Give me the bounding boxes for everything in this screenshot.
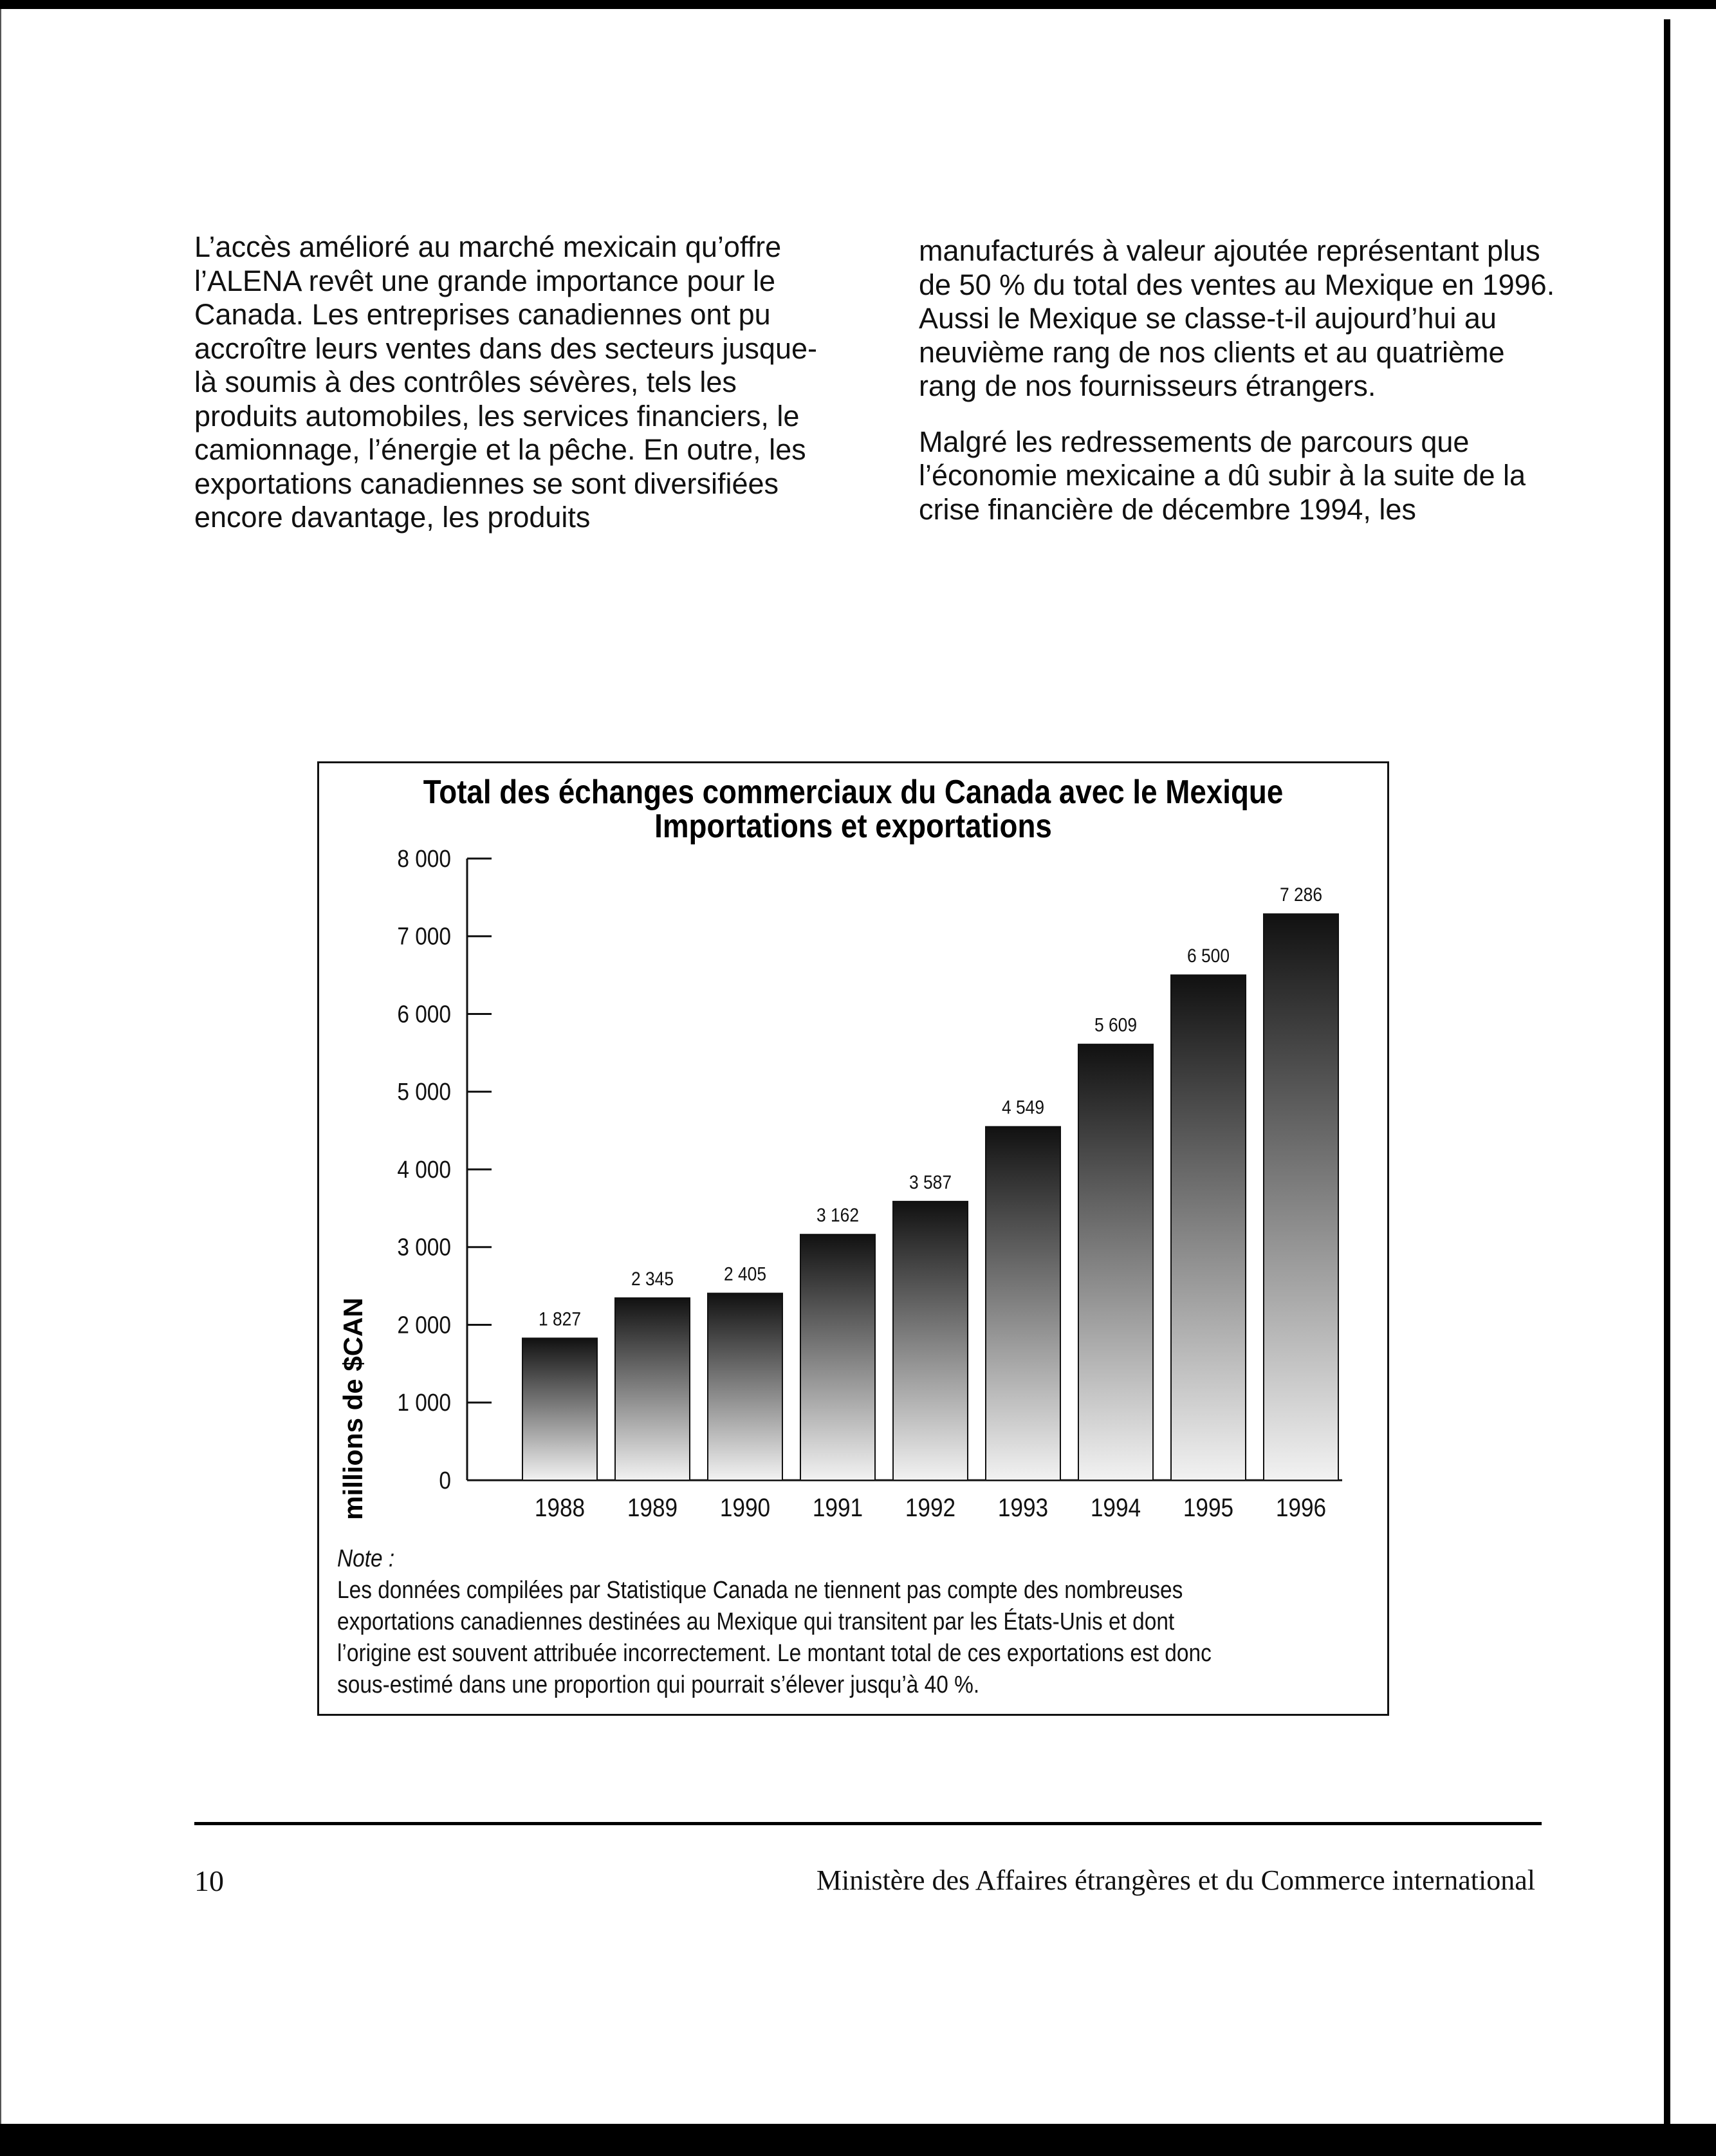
bar-value-label: 2 405 [723, 1262, 767, 1285]
scan-border-left [0, 9, 1, 2124]
bar-1989 [615, 1298, 690, 1480]
x-tick-label: 1988 [534, 1492, 586, 1522]
x-tick-label: 1995 [1183, 1492, 1234, 1522]
y-tick-label: 0 [439, 1467, 451, 1494]
y-tick-label: 4 000 [397, 1156, 451, 1184]
x-tick-label: 1993 [997, 1492, 1049, 1522]
scan-border-bottom [0, 2124, 1716, 2156]
y-tick-label: 8 000 [397, 845, 451, 873]
y-tick-label: 3 000 [397, 1233, 451, 1261]
note-line: sous-estimé dans une proportion qui pourrait s’élever jusqu’à 40 %. [337, 1671, 980, 1698]
y-tick-label: 2 000 [397, 1311, 451, 1339]
bar-value-label: 3 162 [816, 1203, 860, 1226]
bar-1996 [1264, 914, 1338, 1480]
chart-subtitle: Importations et exportations [654, 808, 1052, 845]
bar-1994 [1078, 1045, 1153, 1480]
article-right-column [919, 234, 1562, 526]
bar-1990 [708, 1294, 782, 1480]
x-tick-label: 1994 [1090, 1492, 1141, 1522]
bar-value-label: 4 549 [1001, 1096, 1045, 1119]
note-line: exportations canadiennes destinées au Mexique qui transitent par les États-Unis et dont [337, 1608, 1175, 1635]
y-tick-label: 7 000 [397, 922, 451, 951]
article-paragraph: manufacturés à valeur ajoutée représentant plus de 50 % du total des ventes au Mexique en 1996. Aussi le Mexique se classe-t-il aujourd’hui au neuvième rang de nos clients et au quatrième rang de nos fournisseurs étrangers. [919, 234, 1555, 402]
footer-rule [194, 1822, 1542, 1825]
bar-1993 [986, 1127, 1060, 1480]
bar-value-label: 3 587 [909, 1171, 952, 1193]
note-title: Note : [337, 1545, 395, 1572]
bar-value-label: 1 827 [538, 1307, 582, 1330]
publisher-name: Ministère des Affaires étrangères et du Commerce international [816, 1864, 1535, 1896]
bar-1995 [1171, 975, 1246, 1480]
x-tick-label: 1992 [905, 1492, 956, 1522]
note-line: Les données compilées par Statistique Canada ne tiennent pas compte des nombreuses [337, 1577, 1183, 1604]
x-tick-label: 1990 [719, 1492, 771, 1522]
chart-title: Total des échanges commerciaux du Canada avec le Mexique [423, 774, 1284, 811]
chart-plot-area [397, 845, 1342, 1521]
y-axis-label: millions de $CAN [338, 1297, 368, 1520]
y-tick-label: 1 000 [397, 1389, 451, 1417]
x-tick-label: 1991 [812, 1492, 863, 1522]
note-line: l’origine est souvent attribuée incorrectement. Le montant total de ces exportations est donc [337, 1640, 1212, 1667]
scan-border-top [0, 0, 1716, 9]
scan-border-right [1664, 19, 1670, 2124]
article-paragraph: Malgré les redressements de parcours que l’économie mexicaine a dû subir à la suite de la crise financière de décembre 1994, les [919, 425, 1526, 526]
bar-value-label: 7 286 [1279, 883, 1323, 906]
article-left-column [194, 230, 825, 535]
chart-note [337, 1543, 1243, 1701]
bar-1992 [893, 1202, 968, 1480]
y-tick-label: 6 000 [397, 1000, 451, 1028]
bar-1988 [522, 1338, 597, 1480]
bar-value-label: 5 609 [1094, 1014, 1138, 1036]
chart-frame [317, 761, 1389, 1716]
y-tick-label: 5 000 [397, 1078, 451, 1106]
article-paragraph: L’accès amélioré au marché mexicain qu’offre l’ALENA revêt une grande importance pour le Canada. Les entreprises canadiennes ont pu accroître leurs ventes dans des secteurs jusque-là soumis à des contrôles sévères, tels les produits automobiles, les services financiers, le camionnage, l’énergie et la pêche. En outre, les exportations canadiennes se sont diversifiées encore davantage, les produits [194, 230, 817, 534]
bar-value-label: 2 345 [631, 1267, 674, 1290]
x-tick-label: 1996 [1275, 1492, 1327, 1522]
bar-1991 [800, 1234, 875, 1480]
x-tick-label: 1989 [627, 1492, 678, 1522]
bar-value-label: 6 500 [1186, 944, 1230, 967]
page-number: 10 [194, 1864, 224, 1897]
